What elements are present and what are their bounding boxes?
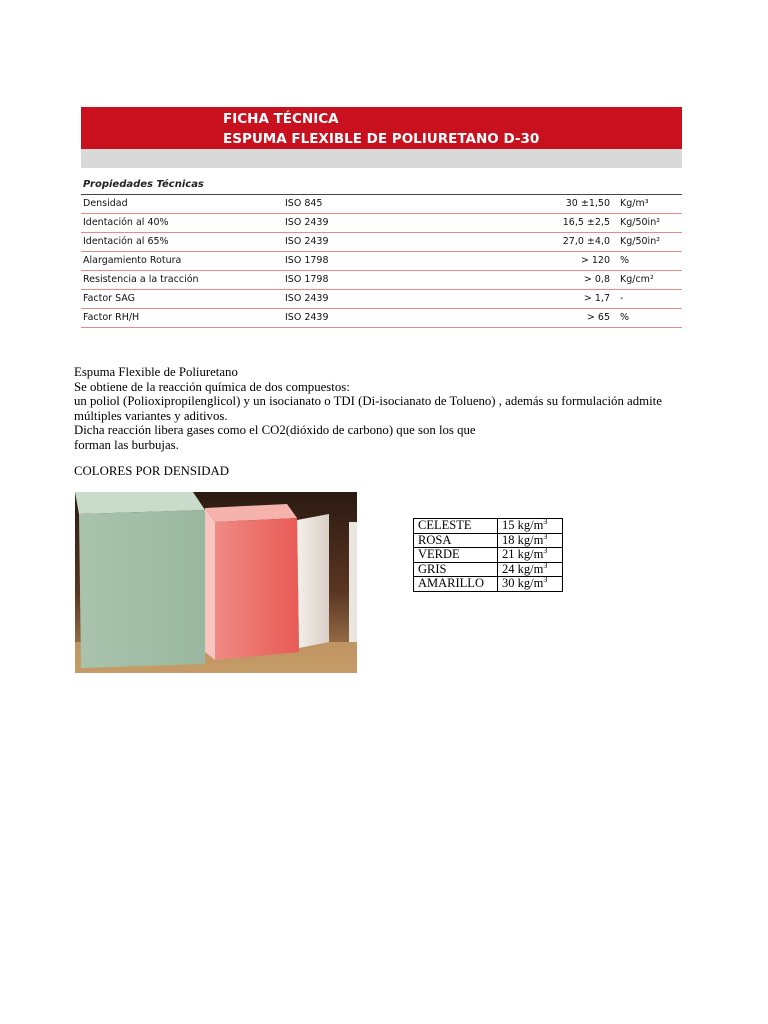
density-exponent: 3	[543, 517, 548, 527]
density-exponent: 3	[543, 560, 548, 570]
density-number: 18 kg/m	[502, 532, 544, 547]
property-unit: Kg/50in²	[620, 236, 661, 247]
property-unit: Kg/50in²	[620, 217, 661, 228]
description-line: Espuma Flexible de Poliuretano	[74, 365, 238, 379]
property-name: Densidad	[83, 198, 128, 209]
foam-blocks-photo	[75, 492, 357, 673]
description-paragraph	[74, 365, 694, 453]
property-name: Resistencia a la tracción	[83, 274, 199, 285]
property-norm: ISO 2439	[285, 293, 329, 304]
property-norm: ISO 845	[285, 198, 323, 209]
density-color-table	[413, 518, 563, 592]
header-banner	[81, 107, 682, 149]
property-value: 16,5 ±2,5	[562, 217, 610, 228]
table-row	[81, 252, 682, 271]
properties-table	[81, 194, 682, 328]
color-name: AMARILLO	[414, 577, 498, 592]
table-row	[81, 233, 682, 252]
property-name: Factor RH/H	[83, 312, 140, 323]
property-norm: ISO 2439	[285, 217, 329, 228]
density-number: 15 kg/m	[502, 518, 544, 533]
density-number: 30 kg/m	[502, 576, 544, 591]
property-unit: -	[620, 293, 624, 304]
table-row	[81, 309, 682, 328]
property-name: Alargamiento Rotura	[83, 255, 182, 266]
density-value	[498, 577, 563, 592]
property-unit: %	[620, 255, 630, 266]
header-title: FICHA TÉCNICA	[223, 111, 339, 127]
table-row	[81, 214, 682, 233]
properties-title: Propiedades Técnicas	[83, 179, 204, 190]
property-value: > 65	[586, 312, 610, 323]
table-row	[414, 519, 563, 534]
property-name: Identación al 40%	[83, 217, 169, 228]
color-name: ROSA	[414, 533, 498, 548]
density-exponent: 3	[543, 546, 548, 556]
property-unit: Kg/m³	[620, 198, 649, 209]
table-row	[81, 271, 682, 290]
property-unit: Kg/cm²	[620, 274, 654, 285]
table-row	[414, 577, 563, 592]
density-value	[498, 519, 563, 534]
density-number: 21 kg/m	[502, 547, 544, 562]
density-exponent: 3	[543, 575, 548, 585]
header-divider-band	[81, 149, 682, 168]
property-norm: ISO 2439	[285, 236, 329, 247]
density-value	[498, 548, 563, 563]
density-value	[498, 533, 563, 548]
description-line: Dicha reacción libera gases como el CO2(dióxido de carbono) que son los que	[74, 423, 476, 438]
property-value: > 1,7	[583, 293, 610, 304]
density-exponent: 3	[543, 531, 548, 541]
density-number: 24 kg/m	[502, 561, 544, 576]
property-norm: ISO 1798	[285, 274, 329, 285]
property-name: Factor SAG	[83, 293, 135, 304]
density-value	[498, 562, 563, 577]
property-unit: %	[620, 312, 630, 323]
color-name: VERDE	[414, 548, 498, 563]
description-line: múltiples variantes y aditivos.	[74, 408, 228, 423]
property-norm: ISO 1798	[285, 255, 329, 266]
table-row	[81, 195, 682, 214]
table-row	[414, 533, 563, 548]
property-value: > 0,8	[583, 274, 610, 285]
table-row	[414, 548, 563, 563]
property-value: 30 ±1,50	[565, 198, 610, 209]
color-name: GRIS	[414, 562, 498, 577]
table-row	[414, 562, 563, 577]
table-row	[81, 290, 682, 309]
description-line: Se obtiene de la reacción química de dos compuestos:	[74, 379, 350, 394]
property-norm: ISO 2439	[285, 312, 329, 323]
color-name: CELESTE	[414, 519, 498, 534]
header-subtitle: ESPUMA FLEXIBLE DE POLIURETANO D-30	[223, 131, 540, 147]
property-name: Identación al 65%	[83, 236, 169, 247]
property-value: 27,0 ±4,0	[562, 236, 610, 247]
colors-heading: COLORES POR DENSIDAD	[74, 464, 229, 478]
description-line: un poliol (Polioxipropilenglicol) y un isocianato o TDI (Di-isocianato de Tolueno) , además su formulación admite	[74, 394, 662, 409]
property-value: > 120	[580, 255, 610, 266]
description-line: forman las burbujas.	[74, 437, 179, 452]
